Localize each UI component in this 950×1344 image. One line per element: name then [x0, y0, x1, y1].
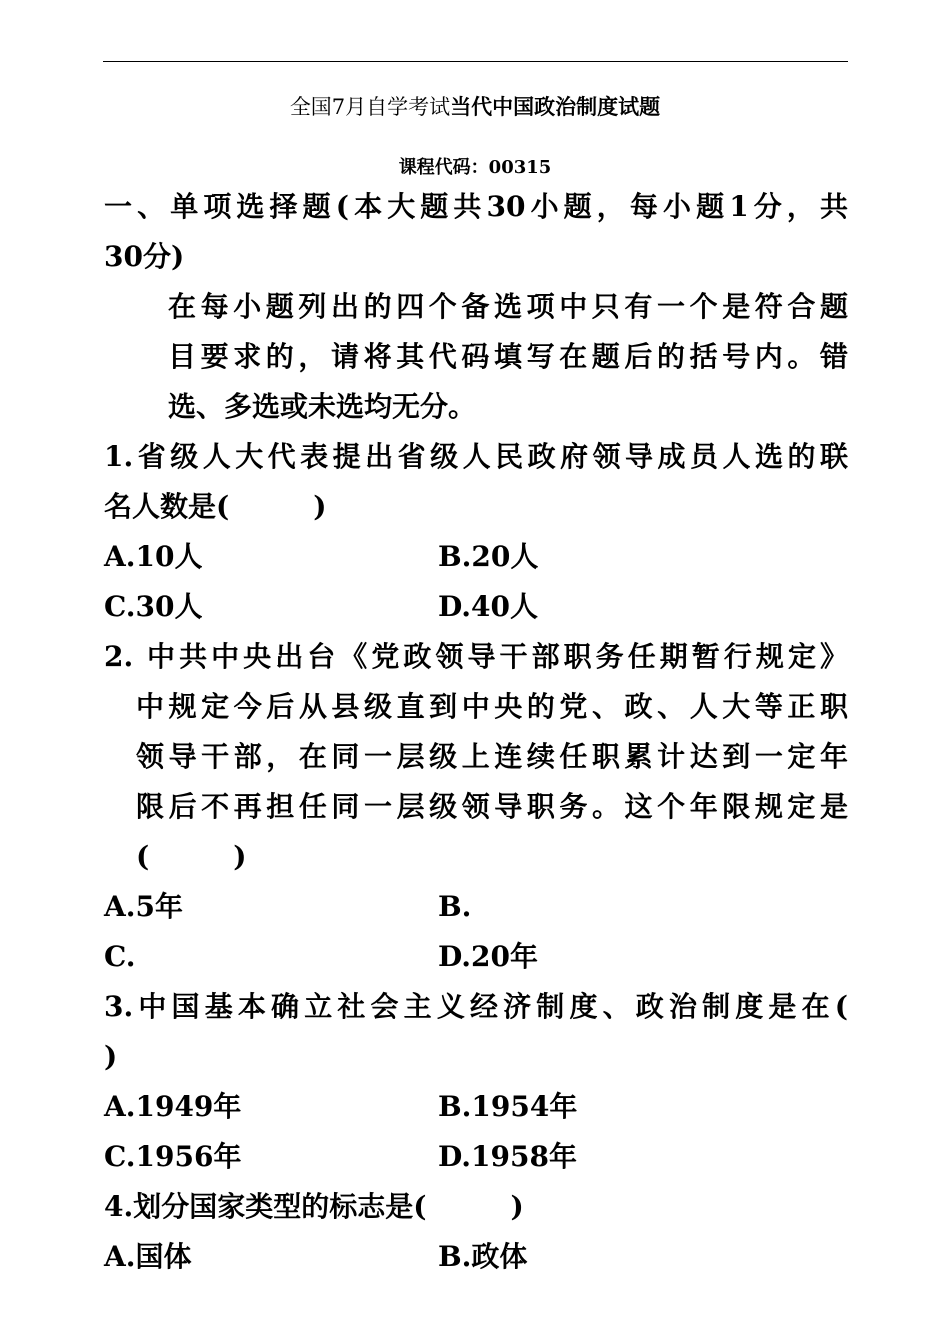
- question-1-options-row2: [104, 582, 848, 632]
- course-code: 课程代码：00315: [398, 157, 552, 178]
- section-heading-line2: 30分): [104, 240, 185, 273]
- question-3-line1: 3.中国基本确立社会主义经济制度、政治制度是在(: [104, 990, 848, 1023]
- question-2-line5: ( ): [136, 840, 247, 873]
- question-2-option-c: C.: [104, 940, 136, 973]
- question-3-option-b: B.1954年: [438, 1090, 578, 1123]
- question-2: [104, 632, 848, 982]
- question-2-options-row1: [104, 882, 848, 932]
- question-1: [104, 432, 848, 632]
- instructions-line2: 目要求的，请将其代码填写在题后的括号内。错: [168, 340, 848, 373]
- question-2-option-b: B.: [438, 890, 472, 923]
- question-3-option-c: C.1956年: [104, 1140, 242, 1173]
- exam-title-part1: 全国7月自学考试: [289, 95, 451, 119]
- question-1-option-a: A.10人: [104, 540, 203, 573]
- top-rule: [103, 61, 848, 62]
- question-3-option-d: D.1958年: [438, 1140, 577, 1173]
- question-2-options-row2: [104, 932, 848, 982]
- exam-title-part2: 当代中国政治制度试题: [450, 94, 661, 119]
- question-1-option-b: B.20人: [438, 540, 539, 573]
- section-heading-line1: 一、单项选择题(本大题共30小题，每小题1分，共: [104, 190, 848, 223]
- question-4: [104, 1182, 848, 1282]
- question-2-line4: 限后不再担任同一层级领导职务。这个年限规定是: [136, 790, 848, 823]
- question-2-line1: 2. 中共中央出台《党政领导干部职务任期暂行规定》: [104, 640, 848, 673]
- exam-content: [104, 182, 848, 1282]
- question-3-line2: ): [104, 1040, 118, 1073]
- question-2-option-d: D.20年: [438, 940, 538, 973]
- question-4-option-b: B.政体: [438, 1240, 528, 1273]
- question-1-options-row1: [104, 532, 848, 582]
- instructions-line1: 在每小题列出的四个备选项中只有一个是符合题: [168, 290, 848, 323]
- question-2-line3: 领导干部，在同一层级上连续任职累计达到一定年: [136, 740, 848, 773]
- question-1-option-d: D.40人: [438, 590, 538, 623]
- question-1-line2: 名人数是( ): [104, 490, 327, 523]
- question-4-options-row1: [104, 1232, 848, 1282]
- question-3-options-row2: [104, 1132, 848, 1182]
- question-1-line1: 1.省级人大代表提出省级人民政府领导成员人选的联: [104, 440, 848, 473]
- exam-title: [0, 92, 950, 122]
- question-3-options-row1: [104, 1082, 848, 1132]
- question-3-option-a: A.1949年: [104, 1090, 242, 1123]
- question-4-option-a: A.国体: [104, 1240, 192, 1273]
- question-3: [104, 982, 848, 1182]
- question-1-option-c: C.30人: [104, 590, 203, 623]
- question-2-line2: 中规定今后从县级直到中央的党、政、人大等正职: [136, 690, 848, 723]
- instructions-line3: 选、多选或未选均无分。: [168, 390, 477, 423]
- question-2-option-a: A.5年: [104, 890, 183, 923]
- question-4-line1: 4.划分国家类型的标志是( ): [104, 1190, 524, 1223]
